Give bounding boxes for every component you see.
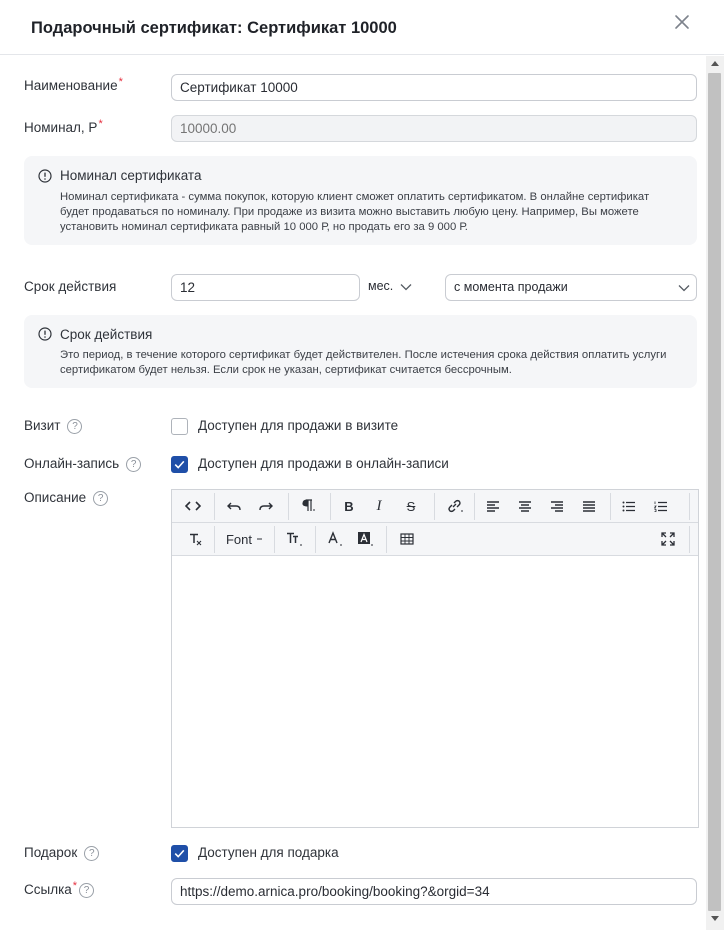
font-select-label: Font [225, 531, 252, 547]
redo-icon[interactable] [252, 490, 280, 522]
align-center-icon[interactable] [510, 490, 540, 522]
dialog-header [0, 0, 724, 55]
info-icon [38, 169, 52, 183]
undo-icon[interactable] [220, 490, 248, 522]
gift-checkbox[interactable] [171, 845, 188, 862]
vertical-scrollbar[interactable] [706, 56, 724, 930]
align-justify-icon[interactable] [574, 490, 604, 522]
clear-format-icon[interactable] [180, 523, 210, 555]
font-size-icon[interactable] [280, 523, 310, 555]
nominal-label: Номинал, Р* [24, 118, 103, 135]
link-input[interactable] [171, 878, 697, 905]
scroll-up-icon[interactable] [711, 61, 719, 66]
nominal-info-box [24, 156, 697, 245]
chevron-down-icon [678, 284, 690, 292]
visit-label: Визит ? [24, 418, 82, 434]
scrollbar-thumb[interactable] [708, 73, 721, 911]
nominal-info-title: Номинал сертификата [60, 168, 202, 183]
visit-checkbox[interactable] [171, 418, 188, 435]
info-icon [38, 327, 52, 341]
rich-text-editor [171, 489, 699, 828]
editor-toolbar-row-1 [172, 490, 698, 523]
check-icon [172, 457, 187, 472]
align-left-icon[interactable] [478, 490, 508, 522]
validity-unit-value: мес. [368, 279, 394, 293]
chevron-down-icon [400, 283, 412, 291]
name-label: Наименование* [24, 76, 123, 93]
name-input[interactable] [171, 74, 697, 101]
help-icon[interactable]: ? [84, 846, 99, 861]
visit-checkbox-label[interactable]: Доступен для продажи в визите [198, 418, 399, 433]
editor-toolbar-row-2 [172, 523, 698, 556]
italic-icon[interactable]: I [376, 497, 382, 514]
editor-content-area[interactable] [172, 556, 698, 827]
validity-input[interactable] [171, 274, 360, 301]
background-color-icon[interactable] [352, 523, 380, 555]
validity-from-select[interactable] [445, 274, 697, 301]
code-view-icon[interactable] [178, 490, 208, 522]
help-icon[interactable]: ? [79, 883, 94, 898]
validity-label: Срок действия [24, 279, 117, 294]
validity-unit-select[interactable] [364, 274, 424, 301]
nominal-info-text: Номинал сертификата - сумма покупок, которую клиент сможет оплатить сертификатом. В онлайне сертификат будет продаваться по номиналу. При продаже из визита можно выставить любую цену. Например, Вы можете установить номинал сертификата равный 10 000 Р, но продать его за 9 000 Р. [60, 191, 650, 233]
dialog-title: Подарочный сертификат: Сертификат 10000 [31, 19, 397, 37]
paragraph-icon[interactable] [294, 490, 322, 522]
validity-from-value: с момента продажи [454, 280, 568, 294]
validity-info-box [24, 315, 697, 388]
description-label: Описание ? [24, 490, 108, 506]
close-icon[interactable] [672, 12, 692, 32]
table-icon[interactable] [392, 523, 422, 555]
nominal-input [171, 115, 697, 142]
gift-label: Подарок ? [24, 845, 99, 861]
bold-icon[interactable]: B [344, 498, 354, 514]
link-label: Ссылка* ? [24, 882, 94, 898]
fullscreen-icon[interactable] [653, 523, 683, 555]
online-label: Онлайн-запись ? [24, 456, 141, 472]
validity-info-title: Срок действия [60, 327, 153, 342]
align-right-icon[interactable] [542, 490, 572, 522]
strikethrough-icon[interactable]: S [406, 498, 416, 514]
help-icon[interactable]: ? [67, 419, 82, 434]
scroll-down-icon[interactable] [711, 916, 719, 921]
text-color-icon[interactable] [322, 523, 350, 555]
dialog-body [0, 56, 706, 930]
online-checkbox[interactable] [171, 456, 188, 473]
numbered-list-icon[interactable] [646, 490, 676, 522]
help-icon[interactable]: ? [126, 457, 141, 472]
gift-checkbox-label[interactable]: Доступен для подарка [198, 845, 339, 860]
link-icon[interactable] [440, 490, 470, 522]
check-icon [172, 846, 187, 861]
bullet-list-icon[interactable] [614, 490, 644, 522]
font-select[interactable] [220, 523, 270, 555]
online-checkbox-label[interactable]: Доступен для продажи в онлайн-записи [198, 456, 449, 471]
validity-info-text: Это период, в течение которого сертификат будет действителен. После истечения срока действия оплатить услуги сертификатом будет нельзя. Если срок не указан, сертификат считается бессрочным. [60, 349, 667, 376]
help-icon[interactable]: ? [93, 491, 108, 506]
